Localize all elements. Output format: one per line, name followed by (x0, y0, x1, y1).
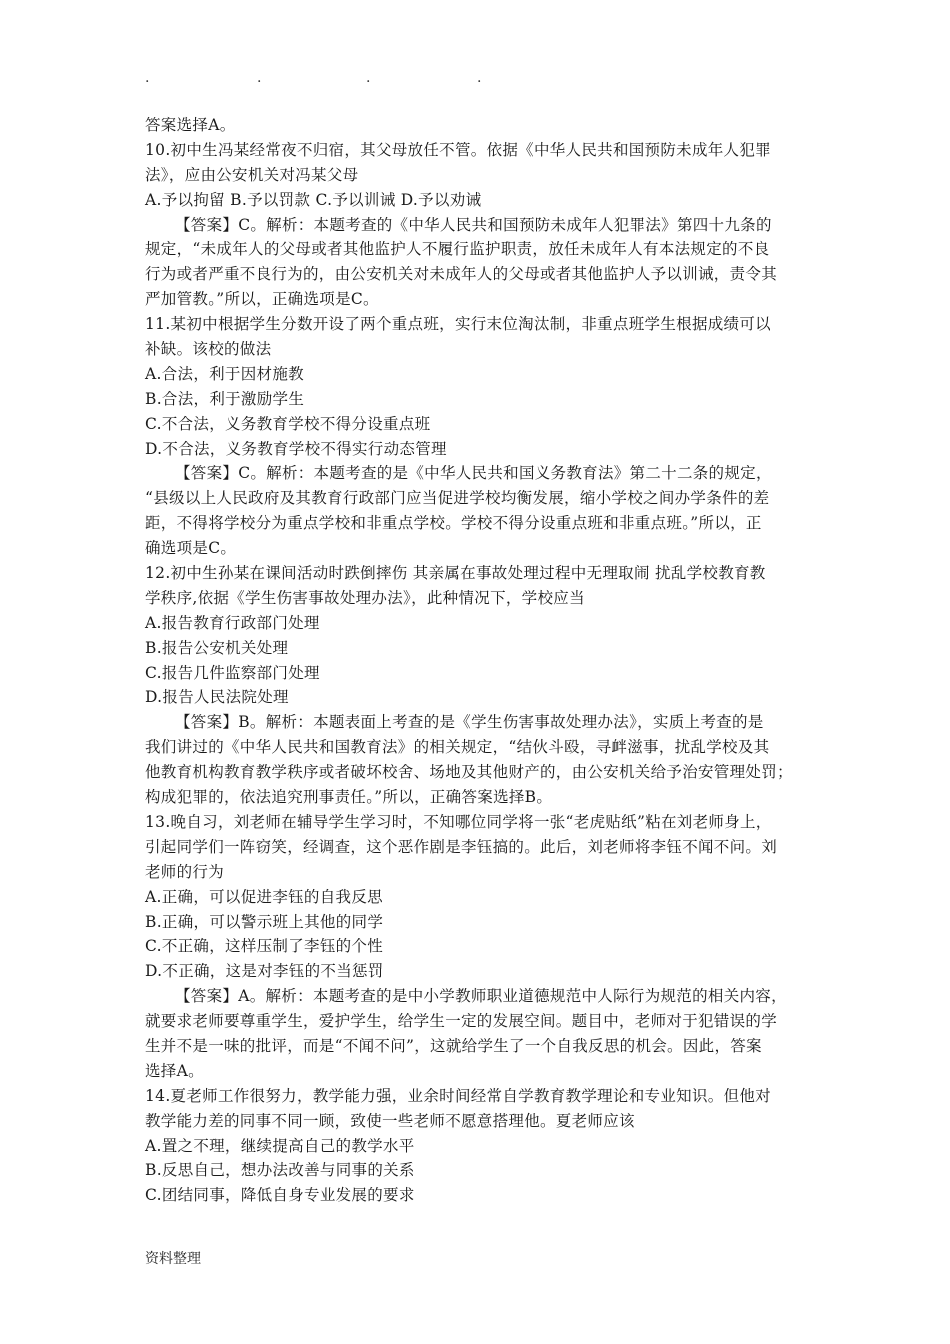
header-dot: . (366, 70, 371, 86)
header-dot: . (257, 70, 262, 86)
text-line: A.报告教育行政部门处理 (145, 613, 320, 632)
text-line: B.反思自己，想办法改善与同事的关系 (145, 1161, 415, 1180)
text-line: 确选项是C。 (145, 539, 237, 558)
text-line: 10.初中生冯某经常夜不归宿，其父母放任不管。依据《中华人民共和国预防未成年人犯罪 (145, 140, 771, 159)
text-line: 选择A。 (145, 1061, 204, 1080)
text-line: 12.初中生孙某在课间活动时跌倒摔伤 其亲属在事故处理过程中无理取闹 扰乱学校教育教 (145, 564, 766, 583)
text-line: 学秩序,依据《学生伤害事故处理办法》，此种情况下，学校应当 (145, 588, 585, 607)
text-line: 答案选择A。 (145, 116, 236, 134)
text-line: 他教育机构教育教学秩序或者破坏校舍、场地及其他财产的，由公安机关给予治安管理处罚； (145, 763, 793, 782)
text-line: C.不合法，义务教育学校不得分设重点班 (145, 414, 431, 433)
text-line: 引起同学们一阵窃笑，经调查，这个恶作剧是李钰搞的。此后，刘老师将李钰不闻不问。刘 (145, 837, 778, 856)
text-line: 构成犯罪的，依法追究刑事责任。”所以，正确答案选择B。 (145, 788, 553, 807)
text-line: B.合法，利于激励学生 (145, 389, 305, 408)
text-line: 补缺。该校的做法 (145, 340, 272, 359)
text-line: A.予以拘留 B.予以罚款 C.予以训诫 D.予以劝诫 (145, 190, 482, 209)
header-dot: . (477, 70, 482, 86)
text-line: B.报告公安机关处理 (145, 638, 289, 657)
text-line: C.团结同事，降低自身专业发展的要求 (145, 1186, 415, 1205)
text-line: 行为或者严重不良行为的，由公安机关对未成年人的父母或者其他监护人予以训诫，责令其 (145, 265, 778, 284)
text-line: 生并不是一味的批评，而是“不闻不问”，这就给学生了一个自我反思的机会。因此，答案 (145, 1036, 762, 1055)
text-line: A.置之不理，继续提高自己的教学水平 (145, 1136, 415, 1155)
text-line: “县级以上人民政府及其教育行政部门应当促进学校均衡发展，缩小学校之间办学条件的差 (145, 489, 770, 508)
text-line: 【答案】C。解析：本题考查的是《中华人民共和国义务教育法》第二十二条的规定， (175, 464, 772, 483)
document-body (145, 113, 811, 1208)
header-dot: . (145, 70, 150, 86)
text-line: 距，不得将学校分为重点学校和非重点学校。学校不得分设重点班和非重点班。”所以，正 (145, 514, 762, 533)
text-line: 14.夏老师工作很努力，教学能力强，业余时间经常自学教育教学理论和专业知识。但他对 (145, 1086, 771, 1105)
text-line: 【答案】B。解析：本题表面上考查的是《学生伤害事故处理办法》，实质上考查的是 (175, 713, 764, 732)
text-line: C.报告几件监察部门处理 (145, 663, 320, 682)
text-line: A.合法，利于因材施教 (145, 364, 304, 383)
text-line: 严加管教。”所以，正确选项是C。 (145, 290, 379, 309)
header-dots (0, 68, 950, 88)
text-line: 我们讲过的《中华人民共和国教育法》的相关规定，“结伙斗殴，寻衅滋事，扰乱学校及其 (145, 738, 770, 757)
text-line: 教学能力差的同事不同一顾，致使一些老师不愿意搭理他。夏老师应该 (145, 1111, 635, 1130)
text-line: 13.晚自习，刘老师在辅导学生学习时，不知哪位同学将一张“老虎贴纸”粘在刘老师身上， (145, 812, 772, 831)
text-line: 老师的行为 (145, 862, 225, 881)
text-line: 就要求老师要尊重学生，爱护学生，给学生一定的发展空间。题目中，老师对于犯错误的学 (145, 1012, 778, 1031)
text-line: 法》，应由公安机关对冯某父母 (145, 165, 359, 184)
text-line: 【答案】C。解析：本题考查的《中华人民共和国预防未成年人犯罪法》第四十九条的 (175, 215, 772, 234)
text-line: A.正确，可以促进李钰的自我反思 (145, 887, 383, 906)
page-footer: 资料整理 (145, 1251, 201, 1267)
text-line: D.不正确，这是对李钰的不当惩罚 (145, 962, 384, 981)
text-line: D.报告人民法院处理 (145, 688, 289, 707)
text-line: 【答案】A。解析：本题考查的是中小学教师职业道德规范中人际行为规范的相关内容， (175, 987, 787, 1006)
text-line: D.不合法，义务教育学校不得实行动态管理 (145, 439, 447, 458)
text-line: 规定，“未成年人的父母或者其他监护人不履行监护职责，放任未成年人有本法规定的不良 (145, 240, 770, 259)
text-line: 11.某初中根据学生分数开设了两个重点班，实行末位淘汰制，非重点班学生根据成绩可以 (145, 315, 771, 334)
text-line: C.不正确，这样压制了李钰的个性 (145, 937, 384, 956)
text-line: B.正确，可以警示班上其他的同学 (145, 912, 384, 931)
